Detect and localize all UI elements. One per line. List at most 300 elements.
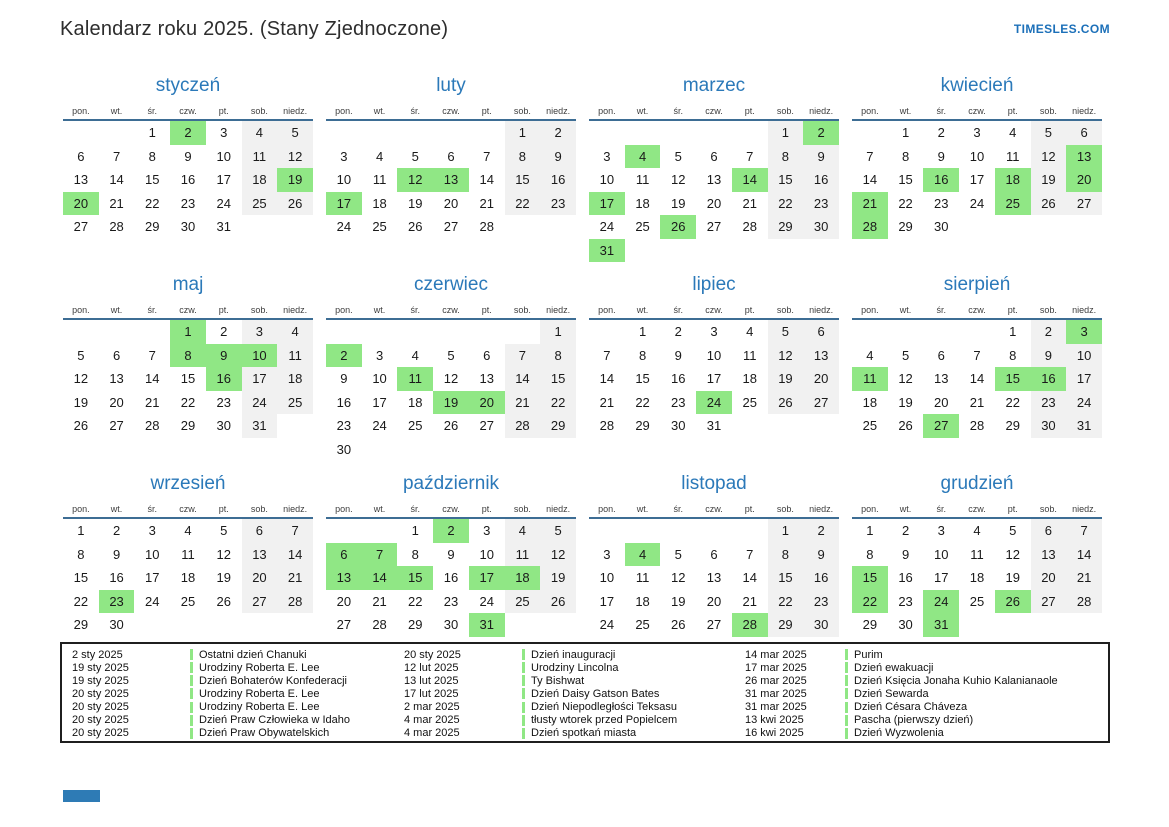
day-cell: 2: [803, 519, 839, 543]
day-cell: 3: [340, 148, 348, 164]
day-cell: 13: [73, 172, 89, 188]
day-cell: 5: [277, 121, 313, 145]
day-cell: 8: [505, 145, 541, 169]
day-cell: 28: [1066, 590, 1102, 614]
day-cell: 7: [277, 519, 313, 543]
week-row: [326, 519, 576, 543]
day-cell: 31: [706, 418, 722, 434]
day-cell: 10: [242, 344, 278, 368]
week-row: [326, 344, 576, 368]
day-cell: 13: [803, 344, 839, 368]
empty-cell: [540, 613, 576, 637]
day-cell: 2: [901, 523, 910, 539]
day-cell: 10: [599, 570, 615, 586]
weekday-label: śr.: [673, 305, 684, 315]
day-cell: 12: [73, 371, 89, 387]
day-cell: 21: [372, 593, 387, 609]
month-august: [852, 271, 1102, 470]
month-title: październik: [402, 473, 500, 494]
legend-entry: [72, 661, 404, 674]
day-cell: 2: [326, 344, 362, 368]
week-row: [326, 145, 576, 169]
legend-holiday-name: Urodziny Roberta E. Lee: [199, 661, 320, 674]
week-row: [589, 590, 839, 614]
empty-cell: [1031, 613, 1067, 637]
weekday-label: niedz.: [809, 106, 834, 116]
day-cell: 28: [145, 418, 160, 434]
day-cell: 30: [803, 613, 839, 637]
day-cell: 8: [540, 344, 576, 368]
page-title: Kalendarz roku 2025. (Stany Zjednoczone): [60, 18, 449, 40]
empty-cell: [732, 239, 768, 263]
week-row: [326, 192, 576, 216]
day-cell: 17: [372, 394, 387, 410]
empty-cell: [397, 438, 433, 462]
legend-entry: [404, 661, 745, 674]
legend-holiday-name: Dzień Daisy Gatson Bates: [531, 687, 660, 700]
day-cell: 15: [768, 168, 804, 192]
weekday-label: pon.: [335, 504, 353, 514]
day-cell: 16: [206, 367, 242, 391]
weekday-label: sob.: [1039, 305, 1057, 315]
day-cell: 1: [638, 324, 647, 340]
day-cell: 7: [746, 546, 754, 562]
legend-date: 20 sty 2025: [72, 701, 129, 714]
day-cell: 9: [447, 546, 455, 562]
day-cell: 18: [372, 195, 387, 211]
day-cell: 4: [277, 320, 313, 344]
weekday-label: pon.: [598, 305, 616, 315]
day-cell: 14: [109, 172, 124, 188]
weekday-label: śr.: [147, 305, 158, 315]
weekday-label: wt.: [899, 504, 912, 514]
day-cell: 28: [599, 418, 615, 434]
day-cell: 6: [710, 546, 718, 562]
day-cell: 9: [540, 145, 576, 169]
weekday-header: [63, 302, 313, 320]
day-cell: 16: [336, 394, 352, 410]
day-cell: 20: [336, 593, 352, 609]
weekday-label: sob.: [776, 106, 794, 116]
day-cell: 18: [505, 566, 541, 590]
day-cell: 19: [433, 391, 469, 415]
day-cell: 12: [397, 168, 433, 192]
day-cell: 14: [505, 367, 541, 391]
day-cell: 21: [742, 593, 757, 609]
day-cell: 23: [803, 192, 839, 216]
day-cell: 22: [898, 195, 913, 211]
week-row: [852, 613, 1102, 637]
weekday-label: niedz.: [546, 504, 571, 514]
weekday-label: śr.: [410, 106, 421, 116]
day-cell: 27: [1066, 192, 1102, 216]
week-row: [589, 519, 839, 543]
weekday-label: wt.: [636, 305, 649, 315]
day-cell: 14: [862, 172, 878, 188]
day-cell: 13: [706, 570, 722, 586]
day-cell: 5: [674, 546, 682, 562]
day-cell: 22: [540, 391, 576, 415]
day-cell: 11: [372, 172, 387, 188]
day-cell: 7: [1066, 519, 1102, 543]
day-cell: 17: [589, 192, 625, 216]
day-cell: 28: [969, 418, 985, 434]
week-row: [852, 543, 1102, 567]
day-cell: 20: [469, 391, 505, 415]
day-cell: 29: [862, 617, 878, 633]
weekday-label: pon.: [72, 504, 90, 514]
empty-cell: [505, 613, 541, 637]
weekday-header: [326, 103, 576, 121]
day-cell: 7: [112, 148, 121, 164]
day-cell: 2: [112, 523, 121, 539]
day-cell: 30: [1031, 414, 1067, 438]
day-cell: 7: [603, 347, 611, 363]
day-cell: 18: [277, 367, 313, 391]
day-cell: 8: [638, 347, 647, 363]
day-cell: 7: [866, 148, 874, 164]
week-row: [326, 438, 576, 462]
day-cell: 19: [540, 566, 576, 590]
empty-cell: [732, 519, 768, 543]
legend-column: [72, 648, 404, 741]
month-title: grudzień: [940, 473, 1014, 494]
day-cell: 24: [1066, 391, 1102, 415]
day-cell: 9: [112, 546, 121, 562]
day-cell: 15: [73, 570, 89, 586]
empty-cell: [134, 320, 170, 344]
week-row: [63, 367, 313, 391]
day-cell: 7: [505, 344, 541, 368]
site-link[interactable]: TIMESLES.COM: [1013, 22, 1110, 36]
day-cell: 11: [181, 546, 195, 562]
empty-cell: [433, 121, 469, 145]
empty-cell: [959, 215, 995, 239]
holiday-marker-bar: [190, 675, 193, 686]
weekday-label: pt.: [1007, 106, 1018, 116]
week-row: [63, 320, 313, 344]
months-grid: [63, 72, 1102, 669]
day-cell: 16: [803, 168, 839, 192]
weekday-label: wt.: [373, 305, 386, 315]
weekday-label: pt.: [481, 106, 492, 116]
day-cell: 28: [277, 590, 313, 614]
week-row: [852, 215, 1102, 239]
week-row: [852, 192, 1102, 216]
holiday-marker-bar: [845, 715, 848, 726]
weekday-label: pt.: [1007, 504, 1018, 514]
weekday-label: śr.: [936, 305, 947, 315]
day-cell: 19: [1031, 168, 1067, 192]
weekday-label: niedz.: [1072, 504, 1097, 514]
legend-date: 19 sty 2025: [72, 661, 129, 674]
day-cell: 15: [635, 371, 650, 387]
legend-holiday-name: Dzień Niepodległości Teksasu: [531, 701, 677, 714]
day-cell: 1: [77, 523, 85, 539]
weekday-header: [326, 302, 576, 320]
legend-entry: [404, 687, 745, 700]
day-cell: 30: [671, 418, 686, 434]
day-cell: 14: [742, 570, 757, 586]
week-row: [589, 566, 839, 590]
week-row: [589, 239, 839, 263]
day-cell: 1: [411, 523, 419, 539]
week-row: [852, 519, 1102, 543]
day-cell: 19: [768, 367, 804, 391]
day-cell: 14: [362, 566, 398, 590]
empty-cell: [170, 613, 206, 637]
empty-cell: [99, 121, 135, 145]
weekday-label: śr.: [936, 504, 947, 514]
day-cell: 3: [937, 523, 945, 539]
empty-cell: [326, 519, 362, 543]
day-cell: 26: [898, 418, 913, 434]
day-cell: 10: [479, 546, 494, 562]
day-cell: 7: [362, 543, 398, 567]
week-row: [63, 613, 313, 637]
day-cell: 21: [599, 394, 615, 410]
empty-cell: [1066, 613, 1102, 637]
legend-entry: [404, 674, 745, 687]
day-cell: 18: [408, 394, 423, 410]
day-cell: 5: [1031, 121, 1067, 145]
day-cell: 21: [852, 192, 888, 216]
week-row: [63, 145, 313, 169]
empty-cell: [469, 320, 505, 344]
day-cell: 6: [710, 148, 718, 164]
weekday-label: sob.: [250, 106, 268, 116]
day-cell: 1: [768, 519, 804, 543]
holiday-marker-bar: [845, 662, 848, 673]
week-row: [326, 121, 576, 145]
empty-cell: [540, 438, 576, 462]
day-cell: 10: [599, 172, 615, 188]
legend-date: 20 sty 2025: [72, 727, 129, 740]
legend-entry: [72, 674, 404, 687]
day-cell: 30: [803, 215, 839, 239]
day-cell: 28: [852, 215, 888, 239]
day-cell: 10: [969, 148, 985, 164]
day-cell: 28: [742, 219, 757, 235]
day-cell: 21: [1066, 566, 1102, 590]
legend-entry: [404, 648, 745, 661]
day-cell: 19: [73, 394, 89, 410]
holiday-marker-bar: [190, 702, 193, 713]
legend-entry: [72, 687, 404, 700]
day-cell: 16: [109, 570, 124, 586]
day-cell: 8: [768, 145, 804, 169]
legend-entry: [745, 648, 1108, 661]
day-cell: 24: [145, 593, 160, 609]
holiday-marker-bar: [190, 649, 193, 660]
legend-holiday-name: Pascha (pierwszy dzień): [854, 714, 974, 727]
day-cell: 24: [216, 195, 231, 211]
legend-entry: [72, 727, 404, 740]
day-cell: 2: [1031, 320, 1067, 344]
day-cell: 17: [469, 566, 505, 590]
day-cell: 14: [969, 371, 985, 387]
day-cell: 25: [995, 192, 1031, 216]
day-cell: 17: [145, 570, 160, 586]
day-cell: 30: [336, 441, 352, 457]
legend-date: 16 kwi 2025: [745, 727, 804, 740]
day-cell: 27: [1031, 590, 1067, 614]
weekday-label: niedz.: [809, 504, 834, 514]
week-row: [589, 414, 839, 438]
day-cell: 13: [934, 371, 949, 387]
day-cell: 24: [372, 418, 387, 434]
day-cell: 24: [242, 391, 278, 415]
day-cell: 4: [184, 523, 192, 539]
legend-entry: [745, 687, 1108, 700]
day-cell: 25: [277, 391, 313, 415]
month-title: marzec: [682, 75, 746, 96]
weekday-label: pon.: [335, 305, 353, 315]
day-cell: 25: [969, 593, 985, 609]
day-cell: 21: [479, 195, 494, 211]
day-cell: 22: [408, 593, 423, 609]
empty-cell: [326, 320, 362, 344]
legend-holiday-name: Dzień Księcia Jonaha Kuhio Kalanianaole: [854, 674, 1058, 687]
empty-cell: [1031, 215, 1067, 239]
legend-holiday-name: Ty Bishwat: [531, 674, 585, 687]
holiday-marker-bar: [190, 715, 193, 726]
weekday-label: sob.: [776, 305, 794, 315]
day-cell: 23: [671, 394, 686, 410]
legend-date: 20 sty 2025: [72, 687, 129, 700]
empty-cell: [589, 121, 625, 145]
week-row: [326, 414, 576, 438]
day-cell: 9: [674, 347, 682, 363]
day-cell: 30: [934, 219, 949, 235]
day-cell: 26: [408, 219, 423, 235]
day-cell: 22: [1005, 394, 1020, 410]
holiday-marker-bar: [190, 662, 193, 673]
week-row: [63, 414, 313, 438]
legend-date: 17 mar 2025: [745, 661, 807, 674]
day-cell: 14: [145, 371, 160, 387]
page-header: [60, 18, 1110, 41]
legend-entry: [745, 714, 1108, 727]
legend-column: [404, 648, 745, 741]
weekday-label: niedz.: [546, 106, 571, 116]
day-cell: 22: [768, 192, 804, 216]
day-cell: 3: [242, 320, 278, 344]
empty-cell: [995, 215, 1031, 239]
day-cell: 20: [1031, 566, 1067, 590]
week-row: [63, 344, 313, 368]
day-cell: 6: [242, 519, 278, 543]
empty-cell: [134, 613, 170, 637]
week-row: [326, 168, 576, 192]
week-row: [852, 566, 1102, 590]
week-row: [326, 590, 576, 614]
week-row: [589, 320, 839, 344]
weekday-label: sob.: [1039, 106, 1057, 116]
legend-holiday-name: Urodziny Roberta E. Lee: [199, 701, 320, 714]
weekday-label: niedz.: [283, 504, 308, 514]
empty-cell: [959, 320, 995, 344]
weekday-header: [326, 501, 576, 519]
footer-brand-bar: [63, 790, 100, 802]
day-cell: 15: [898, 172, 913, 188]
day-cell: 2: [220, 324, 228, 340]
legend-entry: [404, 714, 745, 727]
day-cell: 19: [671, 195, 686, 211]
empty-cell: [995, 613, 1031, 637]
weekday-label: pt.: [218, 305, 229, 315]
day-cell: 5: [220, 523, 228, 539]
day-cell: 12: [1005, 546, 1020, 562]
weekday-label: śr.: [147, 106, 158, 116]
legend-date: 13 kwi 2025: [745, 714, 804, 727]
day-cell: 20: [1066, 168, 1102, 192]
day-cell: 15: [540, 367, 576, 391]
day-cell: 25: [242, 192, 278, 216]
day-cell: 26: [660, 215, 696, 239]
day-cell: 14: [479, 172, 494, 188]
day-cell: 27: [443, 219, 459, 235]
day-cell: 9: [901, 546, 910, 562]
day-cell: 18: [180, 570, 196, 586]
day-cell: 22: [73, 593, 89, 609]
weekday-label: czw.: [442, 305, 460, 315]
legend-entry: [745, 701, 1108, 714]
day-cell: 22: [768, 590, 804, 614]
weekday-label: pt.: [481, 305, 492, 315]
day-cell: 10: [145, 546, 160, 562]
day-cell: 10: [336, 172, 352, 188]
day-cell: 7: [148, 347, 156, 363]
day-cell: 8: [1009, 347, 1017, 363]
week-row: [63, 168, 313, 192]
weekday-label: sob.: [250, 305, 268, 315]
day-cell: 17: [242, 367, 278, 391]
day-cell: 26: [1031, 192, 1067, 216]
empty-cell: [768, 414, 804, 438]
empty-cell: [242, 613, 278, 637]
day-cell: 22: [180, 394, 196, 410]
day-cell: 6: [803, 320, 839, 344]
empty-cell: [206, 613, 242, 637]
day-cell: 2: [803, 121, 839, 145]
legend-entry: [72, 648, 404, 661]
weekday-label: sob.: [513, 106, 531, 116]
day-cell: 26: [995, 590, 1031, 614]
day-cell: 4: [973, 523, 981, 539]
weekday-label: czw.: [705, 106, 723, 116]
day-cell: 11: [242, 145, 278, 169]
day-cell: 15: [852, 566, 888, 590]
month-december: [852, 470, 1102, 669]
legend-date: 26 mar 2025: [745, 674, 807, 687]
day-cell: 28: [109, 219, 124, 235]
day-cell: 24: [969, 195, 985, 211]
legend-entry: [72, 701, 404, 714]
day-cell: 21: [145, 394, 160, 410]
day-cell: 28: [479, 219, 494, 235]
empty-cell: [589, 519, 625, 543]
weekday-header: [63, 501, 313, 519]
day-cell: 25: [372, 219, 387, 235]
weekday-label: sob.: [513, 504, 531, 514]
month-february: [326, 72, 576, 271]
day-cell: 26: [73, 418, 89, 434]
day-cell: 16: [180, 172, 196, 188]
weekday-header: [63, 103, 313, 121]
day-cell: 13: [326, 566, 362, 590]
legend-date: 31 mar 2025: [745, 687, 807, 700]
